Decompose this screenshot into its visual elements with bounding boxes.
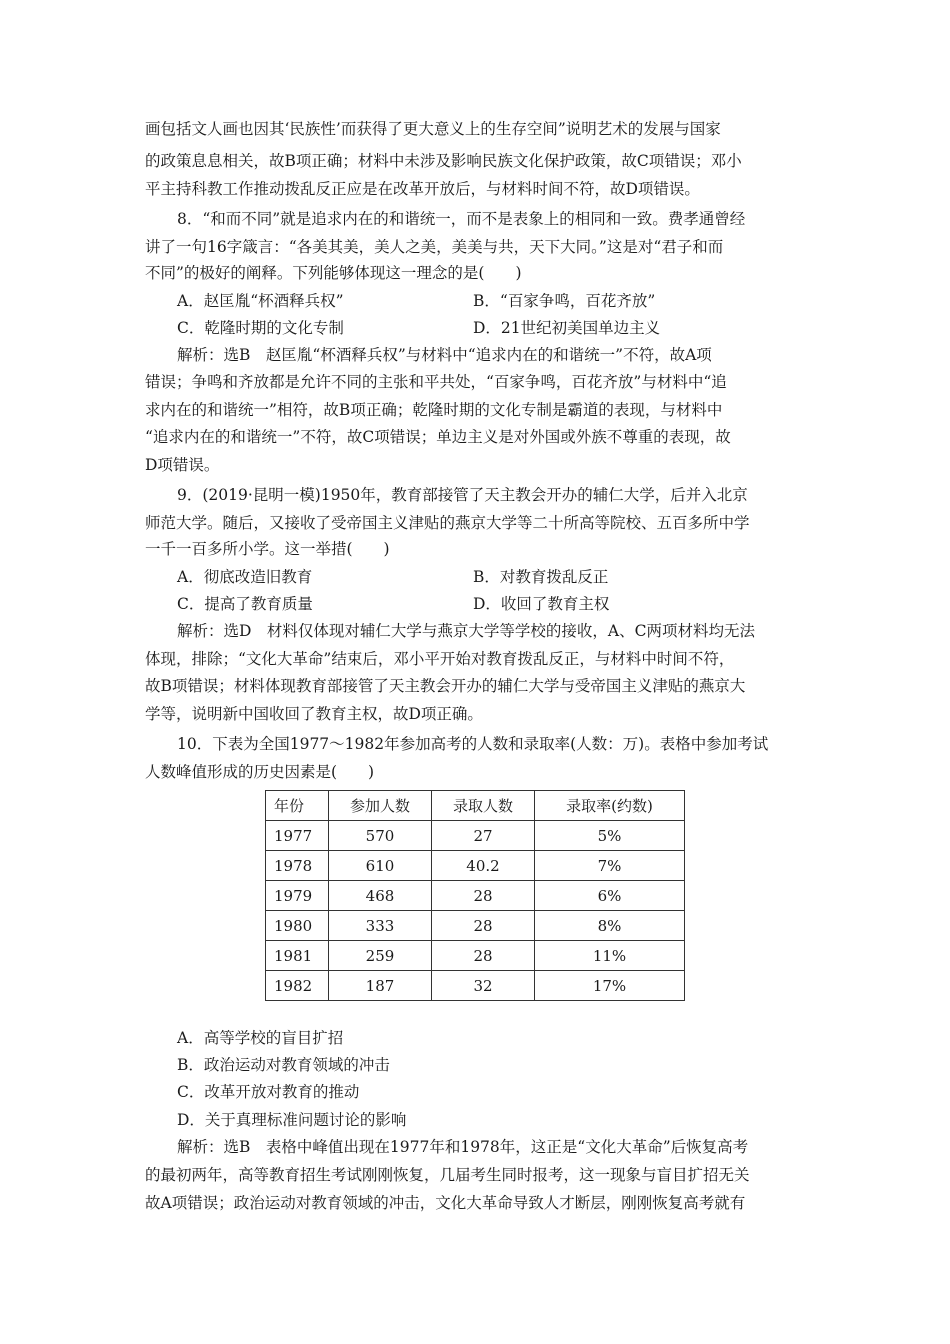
cell-applicants: 610 [329, 851, 432, 881]
cell-applicants: 187 [329, 971, 432, 1001]
cell-admitted: 28 [432, 911, 535, 941]
cell-rate: 7% [535, 851, 685, 881]
table-row [266, 821, 685, 851]
q10-analysis-line: 解析：选B 表格中峰值出现在1977年和1978年，这正是“文化大革命”后恢复高考 [177, 1138, 749, 1156]
intro-line: 的政策息息相关，故B项正确；材料中未涉及影响民族文化保护政策，故C项错误；邓小 [145, 152, 742, 170]
q9-stem-line: 9．(2019·昆明一模)1950年，教育部接管了天主教会开办的辅仁大学，后并入北京 [177, 486, 748, 504]
cell-applicants: 570 [329, 821, 432, 851]
q8-analysis-line: 求内在的和谐统一”相符，故B项正确；乾隆时期的文化专制是霸道的表现，与材料中 [145, 401, 723, 419]
cell-applicants: 468 [329, 881, 432, 911]
q9-option-a: A．彻底改造旧教育 [177, 568, 313, 586]
cell-admitted: 32 [432, 971, 535, 1001]
q8-option-d: D．21世纪初美国单边主义 [473, 319, 661, 337]
intro-line: 画包括文人画也因其‘民族性’而获得了更大意义上的生存空间”说明艺术的发展与国家 [145, 120, 721, 138]
table-header-row [266, 791, 685, 821]
table-row [266, 881, 685, 911]
q8-analysis-line: “追求内在的和谐统一”不符，故C项错误；单边主义是对外国或外族不尊重的表现，故 [145, 428, 731, 446]
cell-admitted: 40.2 [432, 851, 535, 881]
q9-option-b: B．对教育拨乱反正 [473, 568, 609, 586]
cell-rate: 8% [535, 911, 685, 941]
q9-analysis-line: 解析：选D 材料仅体现对辅仁大学与燕京大学等学校的接收，A、C两项材料均无法 [177, 622, 755, 640]
header-applicants: 参加人数 [329, 791, 432, 821]
cell-applicants: 259 [329, 941, 432, 971]
q10-stem-line: 10．下表为全国1977～1982年参加高考的人数和录取率(人数：万)。表格中参加考试 [177, 735, 769, 753]
q8-analysis-line: 解析：选B 赵匡胤“杯酒释兵权”与材料中“追求内在的和谐统一”不符，故A项 [177, 346, 712, 364]
cell-year: 1979 [266, 881, 329, 911]
cell-rate: 17% [535, 971, 685, 1001]
table-row [266, 941, 685, 971]
cell-rate: 11% [535, 941, 685, 971]
admissions-table [265, 790, 685, 1001]
q9-analysis-line: 故B项错误；材料体现教育部接管了天主教会开办的辅仁大学与受帝国主义津贴的燕京大 [145, 677, 746, 695]
q10-option-d: D．关于真理标准问题讨论的影响 [177, 1111, 407, 1129]
intro-line: 平主持科教工作推动拨乱反正应是在改革开放后，与材料时间不符，故D项错误。 [145, 180, 700, 198]
q8-option-c: C．乾隆时期的文化专制 [177, 319, 344, 337]
table-row [266, 911, 685, 941]
cell-year: 1981 [266, 941, 329, 971]
cell-admitted: 28 [432, 941, 535, 971]
q10-analysis-line: 故A项错误；政治运动对教育领域的冲击，文化大革命导致人才断层，刚刚恢复高考就有 [145, 1194, 746, 1212]
q9-option-c: C．提高了教育质量 [177, 595, 313, 613]
q9-analysis-line: 体现，排除；“文化大革命”结束后，邓小平开始对教育拨乱反正，与材料中时间不符， [145, 650, 735, 668]
cell-rate: 5% [535, 821, 685, 851]
q8-stem-line: 8．“和而不同”就是追求内在的和谐统一，而不是表象上的相同和一致。费孝通曾经 [177, 210, 746, 228]
header-rate: 录取率(约数) [535, 791, 685, 821]
table-row [266, 851, 685, 881]
cell-year: 1977 [266, 821, 329, 851]
table-row [266, 971, 685, 1001]
cell-year: 1982 [266, 971, 329, 1001]
cell-rate: 6% [535, 881, 685, 911]
q10-option-a: A．高等学校的盲目扩招 [177, 1029, 344, 1047]
q8-analysis-line: D项错误。 [145, 456, 220, 474]
cell-admitted: 27 [432, 821, 535, 851]
q10-stem-line: 人数峰值形成的历史因素是( ) [145, 763, 375, 781]
q9-option-d: D．收回了教育主权 [473, 595, 610, 613]
q8-analysis-line: 错误；争鸣和齐放都是允许不同的主张和平共处，“百家争鸣，百花齐放”与材料中“追 [145, 373, 727, 391]
q8-stem-line: 不同”的极好的阐释。下列能够体现这一理念的是( ) [145, 264, 522, 282]
cell-year: 1980 [266, 911, 329, 941]
cell-year: 1978 [266, 851, 329, 881]
cell-admitted: 28 [432, 881, 535, 911]
q8-option-b: B．“百家争鸣，百花齐放” [473, 292, 656, 310]
q9-stem-line: 师范大学。随后，又接收了受帝国主义津贴的燕京大学等二十所高等院校、五百多所中学 [145, 514, 750, 532]
q10-option-c: C．改革开放对教育的推动 [177, 1083, 360, 1101]
q8-option-a: A．赵匡胤“杯酒释兵权” [177, 292, 344, 310]
cell-applicants: 333 [329, 911, 432, 941]
header-year: 年份 [266, 791, 329, 821]
header-admitted: 录取人数 [432, 791, 535, 821]
q9-analysis-line: 学等，说明新中国收回了教育主权，故D项正确。 [145, 705, 483, 723]
q9-stem-line: 一千一百多所小学。这一举措( ) [145, 540, 390, 558]
q8-stem-line: 讲了一句16字箴言：“各美其美，美人之美，美美与共，天下大同。”这是对“君子和而 [145, 238, 724, 256]
q10-option-b: B．政治运动对教育领域的冲击 [177, 1056, 390, 1074]
q10-analysis-line: 的最初两年，高等教育招生考试刚刚恢复，几届考生同时报考，这一现象与盲目扩招无关 [145, 1166, 750, 1184]
